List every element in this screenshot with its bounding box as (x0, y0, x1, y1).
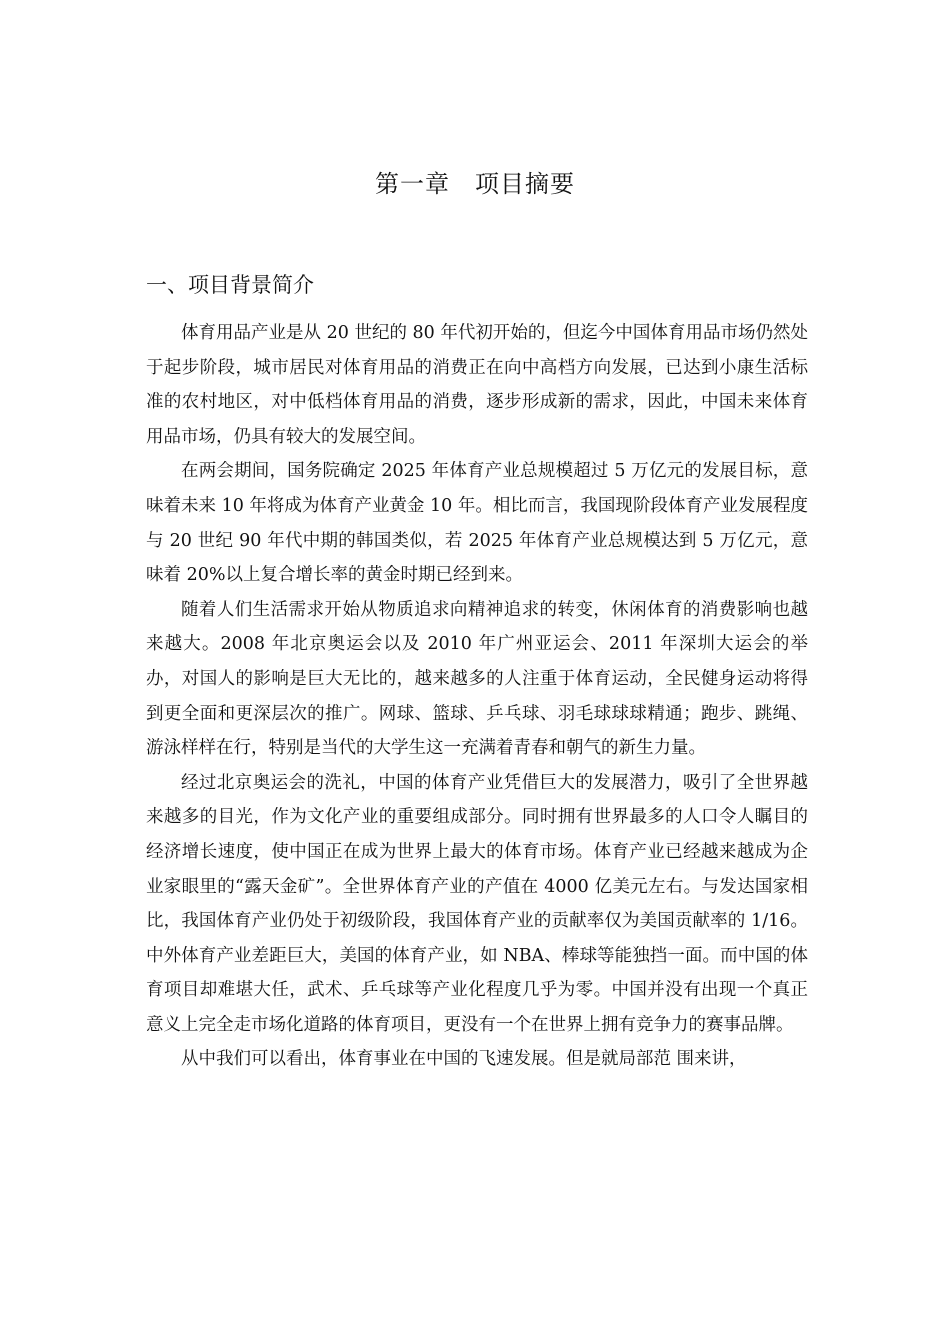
chapter-title: 第一章 项目摘要 (375, 170, 575, 198)
paragraph: 从中我们可以看出，体育事业在中国的飞速发展。但是就局部范 围来讲， (181, 1049, 747, 1070)
body-text (146, 316, 808, 1077)
paragraph: 体育用品产业是从 20 世纪的 80 年代初开始的，但迄今中国体育用品市场仍然处于起步阶段，城市居民对体育用品的消费正在向中高档方向发展，已达到小康生活标准的农村地区，对中低档体育用品的消费，逐步形成新的需求，因此，中国未来体育用品市场，仍具有较大的发展空间。 (146, 323, 808, 447)
paragraph: 经过北京奥运会的洗礼，中国的体育产业凭借巨大的发展潜力，吸引了全世界越来越多的目光，作为文化产业的重要组成部分。同时拥有世界最多的人口令人瞩目的经济增长速度，使中国正在成为世界上最大的体育市场。体育产业已经越来越成为企业家眼里的“露天金矿”。全世界体育产业的产值在 4000 亿美元左右。与发达国家相比，我国体育产业仍处于初级阶段，我国体育产业的贡献率仅为美国贡献率的 1/16。中外体育产业差距巨大，美国的体育产业，如 NBA、棒球等能独挡一面。而中国的体育项目却难堪大任，武术、乒乓球等产业化程度几乎为零。中国并没有出现一个真正意义上完全走市场化道路的体育项目，更没有一个在世界上拥有竞争力的赛事品牌。 (146, 772, 808, 1035)
paragraph: 在两会期间，国务院确定 2025 年体育产业总规模超过 5 万亿元的发展目标，意味着未来 10 年将成为体育产业黄金 10 年。相比而言，我国现阶段体育产业发展程度与 20 世纪 90 年代中期的韩国类似，若 2025 年体育产业总规模达到 5 万亿元，意味着 20%以上复合增长率的黄金时期已经到来。 (146, 461, 808, 586)
section-heading: 一、项目背景简介 (146, 273, 314, 297)
paragraph: 随着人们生活需求开始从物质追求向精神追求的转变，休闲体育的消费影响也越来越大。2008 年北京奥运会以及 2010 年广州亚运会、2011 年深圳大运会的举办，对国人的影响是巨大无比的，越来越多的人注重于体育运动，全民健身运动将得到更全面和更深层次的推广。网球、篮球、乒乓球、羽毛球球球精通；跑步、跳绳、游泳样样在行，特别是当代的大学生这一充满着青春和朝气的新生力量。 (146, 599, 808, 759)
